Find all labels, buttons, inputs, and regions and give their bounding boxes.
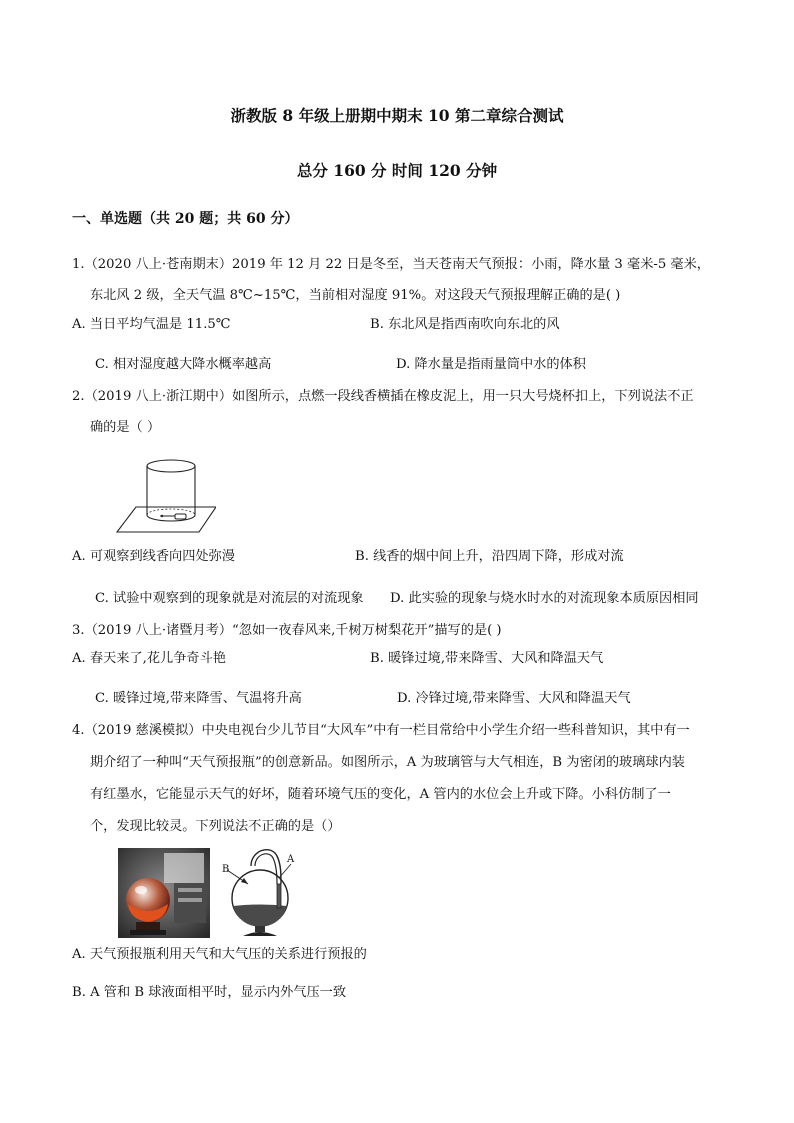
q1-option-a: A. 当日平均气温是 11.5℃ <box>72 317 231 332</box>
q3-option-c: C. 暖锋过境,带来降雪、气温将升高 <box>95 691 302 706</box>
q1-option-b: B. 东北风是指西南吹向东北的风 <box>370 317 560 332</box>
document-subtitle: 总分 160 分 时间 120 分钟 <box>296 161 498 180</box>
section-heading: 一、单选题（共 20 题；共 60 分） <box>72 211 299 227</box>
q2-option-c: C. 试验中观察到的现象就是对流层的对流现象 <box>95 591 364 606</box>
q4-stem-line3: 有红墨水，它能显示天气的好坏，随着环境气压的变化，A 管内的水位会上升或下降。小科仿制了一 <box>90 787 671 802</box>
q2-stem-line2: 确的是（ ） <box>90 420 161 435</box>
q2-option-b: B. 线香的烟中间上升，沿四周下降，形成对流 <box>355 549 624 564</box>
q2-option-a: A. 可观察到线香向四处弥漫 <box>72 549 235 564</box>
diagram-label-a: A <box>287 854 295 865</box>
beaker-diagram <box>114 455 216 535</box>
q1-option-d: D. 降水量是指雨量筒中水的体积 <box>396 357 586 372</box>
q4-stem-line1: 4.（2019 慈溪模拟）中央电视台少儿节目“大风车”中有一栏目常给中小学生介绍一些科普知识，其中有一 <box>72 723 690 738</box>
q1-stem-line2: 东北风 2 级，全天气温 8℃~15℃，当前相对湿度 91%。对这段天气预报理解正确的是( ) <box>90 288 621 303</box>
q4-stem-line4: 个，发现比较灵。下列说法不正确的是（） <box>90 819 341 834</box>
q3-option-d: D. 冷锋过境,带来降雪、大风和降温天气 <box>397 691 631 706</box>
q2-stem-line1: 2.（2019 八上·浙江期中）如图所示，点燃一段线香横插在橡皮泥上，用一只大号烧杯扣上，下列说法不正 <box>72 389 694 404</box>
q3-option-b: B. 暖锋过境,带来降雪、大风和降温天气 <box>370 651 604 666</box>
document-title: 浙教版 8 年级上册期中期末 10 第二章综合测试 <box>230 106 564 125</box>
q4-stem-line2: 期介绍了一种叫“天气预报瓶”的创意新品。如图所示，A 为玻璃管与大气相连，B 为密闭的玻璃球内装 <box>90 755 685 770</box>
q4-option-a: A. 天气预报瓶利用天气和大气压的关系进行预报的 <box>72 947 367 962</box>
q4-option-b: B. A 管和 B 球液面相平时，显示内外气压一致 <box>72 985 347 1000</box>
q2-option-d: D. 此实验的现象与烧水时水的对流现象本质原因相同 <box>390 591 699 606</box>
weather-bottle-photo <box>118 848 210 938</box>
q1-stem-line1: 1.（2020 八上·苍南期末）2019 年 12 月 22 日是冬至，当天苍南天气预报：小雨，降水量 3 毫米-5 毫米， <box>72 257 710 272</box>
q3-stem-line1: 3.（2019 八上·诸暨月考）“忽如一夜春风来,千树万树梨花开”描写的是( ) <box>72 623 502 638</box>
diagram-label-b: B <box>222 864 230 875</box>
q1-option-c: C. 相对湿度越大降水概率越高 <box>95 357 272 372</box>
q3-option-a: A. 春天来了,花儿争奇斗艳 <box>72 651 226 666</box>
